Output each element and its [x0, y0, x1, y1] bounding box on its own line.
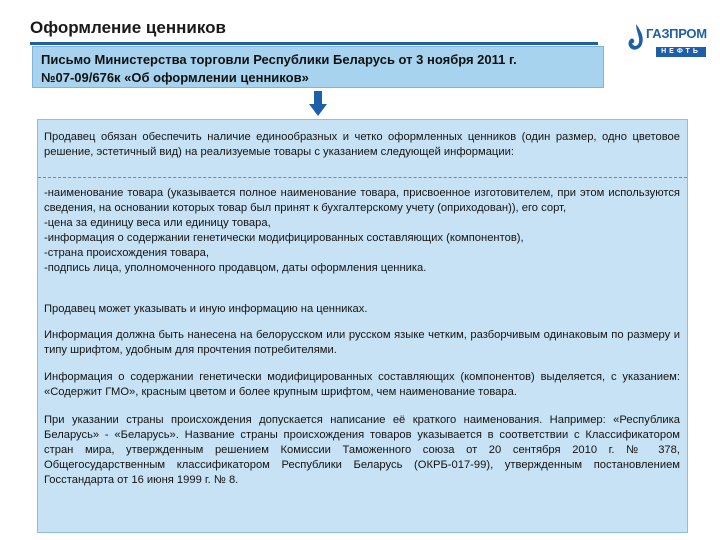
letter-line-1: Письмо Министерства торговли Республики Беларусь от 3 ноября 2011 г.: [41, 52, 517, 67]
gazprom-neft-logo: [624, 22, 706, 72]
paragraph-language: Информация должна быть нанесена на белорусском или русском языке четким, разборчивым одинаковым по размеру и типу шрифтом, удобным для прочтения потребителями.: [44, 329, 680, 356]
arrow-down-icon: [309, 91, 327, 117]
list-item: -подпись лица, уполномоченного продавцом, даты оформления ценника.: [44, 262, 427, 274]
required-info-list: [44, 186, 680, 276]
paragraph-gmo: Информация о содержании генетически модифицированных составляющих (компонентов) выделяется, с указанием: «Содержит ГМО», красным цветом и более крупным шрифтом, чем наименование товара.: [44, 371, 680, 398]
paragraph-country: При указании страны происхождения допускается написание её краткого наименования. Например: «Республика Беларусь» - «Беларусь». Название страны происхождения товаров указывается в соответствии с Классификатором стран мира, утвержденным решением Комиссии Таможенного союза от 20 сентября 2010 г. № 378, Общегосударственным классификатором Республики Беларусь (ОКРБ-017-99), утвержденным постановлением Госстандарта от 16 июня 1999 г. № 8.: [44, 414, 680, 486]
letter-reference-box: [32, 46, 604, 88]
letter-line-2: №07-09/676к «Об оформлении ценников»: [41, 70, 309, 85]
dashed-divider: [38, 177, 687, 178]
list-item: -наименование товара (указывается полное наименование товара, присвоенное изготовителем, при этом используются сведения, на основании которых товар был принят к бухгалтерскому учету (оприходован)), его сорт,: [44, 187, 680, 214]
flame-icon: [624, 22, 648, 56]
list-item: -цена за единицу веса или единицу товара,: [44, 217, 271, 229]
logo-brand-text: ГАЗПРОМ: [646, 26, 707, 41]
paragraph-other-info: Продавец может указывать и иную информацию на ценниках.: [44, 303, 368, 315]
intro-text: Продавец обязан обеспечить наличие единообразных и четко оформленных ценников (один размер, одно цветовое решение, эстетичный вид) на реализуемые товары с указанием следующей информации:: [44, 131, 680, 158]
page-title: Оформление ценников: [30, 18, 226, 37]
list-item: -страна происхождения товара,: [44, 247, 209, 259]
title-underline: [30, 42, 598, 45]
logo-sub-text: НЕФТЬ: [656, 47, 706, 57]
list-item: -информация о содержании генетически модифицированных составляющих (компонентов),: [44, 232, 524, 244]
requirements-panel: [37, 119, 688, 533]
